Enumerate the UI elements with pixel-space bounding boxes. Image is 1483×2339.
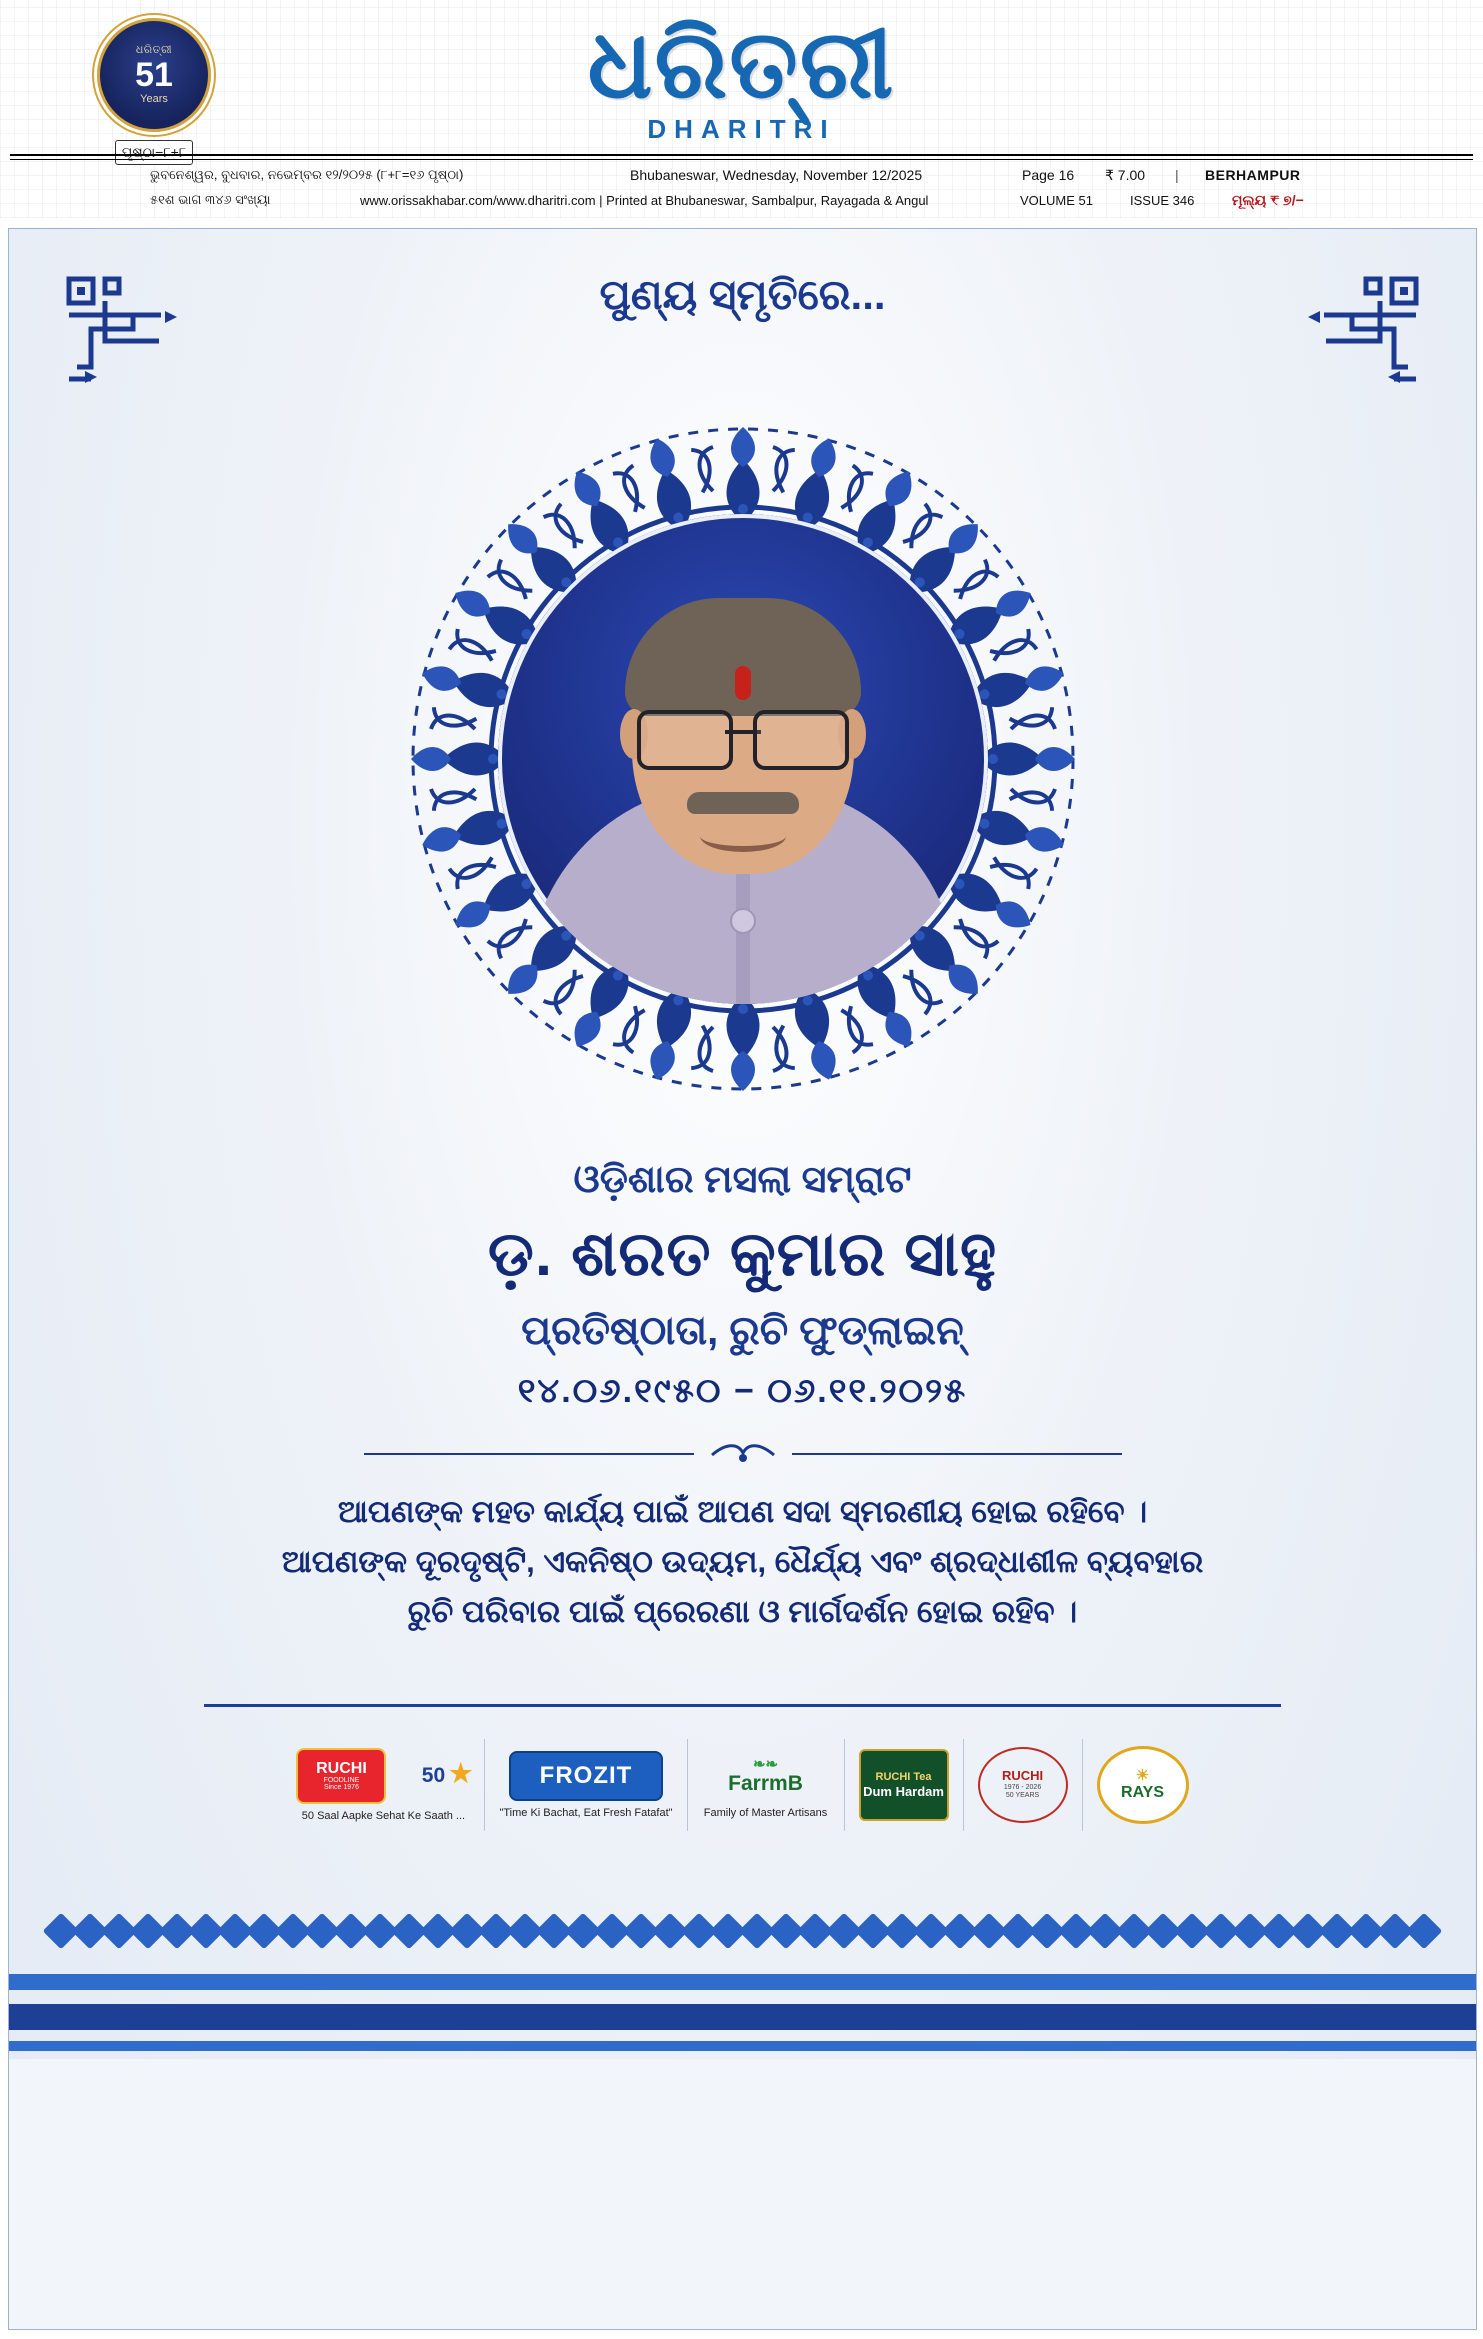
memorial-advertisement <box>8 228 1477 2330</box>
ruchi-tea-name: RUCHI Tea <box>875 1770 932 1783</box>
masthead-edition: BERHAMPUR <box>1205 167 1301 183</box>
masthead-info-line-1 <box>0 164 1483 186</box>
masthead-title-english: DHARITRI <box>647 114 836 145</box>
ruchi-seal-years: 1976 - 2026 <box>1003 1784 1042 1792</box>
decorative-band-top <box>9 1974 1476 1990</box>
rays-logo-name: RAYS <box>1121 1784 1165 1802</box>
deceased-life-dates: ୧୪.୦୬.୧୯୫୦ − ୦୬.୧୧.୨୦୨୫ <box>517 1372 968 1410</box>
masthead-title-odia: ଧରିତ୍ରୀ <box>587 11 896 118</box>
rays-logo-icon <box>1097 1746 1189 1824</box>
portrait-medallion <box>393 409 1093 1109</box>
ruchi-logo-name: RUCHI <box>316 1760 367 1777</box>
ruchi-50-years-icon <box>396 1750 473 1802</box>
masthead-price-odia: ମୂଲ୍ୟ ₹ ୭/− <box>1232 191 1304 208</box>
memorial-tribute-text <box>129 1487 1356 1638</box>
tribute-line: ରୁଚି ପରିବାର ପାଇଁ ପ୍ରେରଣା ଓ ମାର୍ଗଦର୍ଶନ ହୋଇ ରହିବ । <box>407 1594 1078 1630</box>
flourish-icon <box>708 1441 778 1467</box>
deceased-designation: ପ୍ରତିଷ୍ଠାତା, ରୁଚି ଫୁଡ୍‌ଲାଇନ୍ <box>521 1309 964 1353</box>
farrmb-logo-icon <box>702 1751 830 1801</box>
leaf-icon: ❧❧ <box>752 1755 779 1773</box>
newspaper-masthead <box>0 0 1483 218</box>
farrmb-logo-name: FarrmB <box>728 1771 803 1795</box>
deceased-portrait-photo <box>498 514 988 1004</box>
anniversary-top-label: ଧରିତ୍ରୀ <box>135 44 173 56</box>
ruchi-seal-name: RUCHI <box>1001 1768 1044 1784</box>
decorative-band-middle <box>9 2004 1476 2030</box>
brand-cell-farrmb <box>688 1739 845 1831</box>
masthead-divider-rule <box>10 154 1473 160</box>
memorial-epithet: ଓଡ଼ିଶାର ମସଲା ସମ୍ରାଟ <box>573 1159 912 1201</box>
ruchi-tea-sub: Dum Hardam <box>863 1783 944 1799</box>
masthead-volume: VOLUME 51 <box>1020 192 1093 208</box>
decorative-diamond-band <box>9 1901 1476 1961</box>
brand-strip-divider <box>204 1704 1281 1707</box>
sun-icon: ☀ <box>1135 1766 1150 1784</box>
masthead-title-block <box>0 10 1483 145</box>
masthead-price: ₹ 7.00 <box>1105 166 1146 183</box>
masthead-separator: | <box>1175 167 1179 183</box>
tribute-line: ଆପଣଙ୍କ ଦୂରଦୃଷ୍ଟି, ଏକନିଷ୍ଠ ଉଦ୍ୟମ, ଧୈର୍ଯ୍ୟ ଏବଂ ଶ୍ରଦ୍ଧାଶୀଳ ବ୍ୟବହାର <box>281 1544 1204 1580</box>
ruchi-foodline-logo-icon <box>296 1748 386 1804</box>
masthead-website-line[interactable]: www.orissakhabar.com/www.dharitri.com | Printed at Bhubaneswar, Sambalpur, Rayagada & Angul <box>360 192 929 208</box>
masthead-volume-odia: ୫୧ଶ ଭାଗ ୩୪୬ ସଂଖ୍ୟା <box>150 192 271 207</box>
ruchi-tea-logo-icon <box>859 1749 949 1821</box>
frozit-logo-icon: FROZIT <box>509 1751 663 1801</box>
deceased-name: ଡ଼. ଶରତ କୁମାର ସାହୁ <box>487 1220 998 1289</box>
brand-cell-ruchi-seal <box>964 1739 1083 1831</box>
brand-cell-ruchi-tea <box>845 1739 964 1831</box>
ruchi-tagline: 50 Saal Aapke Sehat Ke Saath ... <box>301 1810 466 1822</box>
masthead-date-english: Bhubaneswar, Wednesday, November 12/2025 <box>630 167 923 183</box>
masthead-info-line-2 <box>0 188 1483 212</box>
ruchi-seal-label: 50 YEARS <box>1005 1792 1040 1800</box>
ruchi-50-seal-icon <box>978 1747 1068 1823</box>
ruchi-logo-sub: FOODLINE <box>323 1777 360 1784</box>
farrmb-tagline: Family of Master Artisans <box>703 1807 828 1819</box>
decorative-band-bottom <box>9 2041 1476 2051</box>
brand-cell-rays <box>1083 1739 1203 1831</box>
ruchi-logo-since: Since 1976 <box>323 1784 359 1791</box>
ornamental-divider <box>9 1441 1476 1467</box>
brand-cell-ruchi-foodline <box>282 1739 485 1831</box>
brand-cell-frozit <box>485 1739 687 1831</box>
anniversary-pages-label: ପୃଷ୍ଠା−୮+୮ <box>115 140 193 165</box>
anniversary-years-label: Years <box>140 93 168 105</box>
advertisement-footer-area <box>9 2059 1476 2329</box>
frozit-tagline: "Time Ki Bachat, Eat Fresh Fatafat" <box>499 1807 673 1819</box>
masthead-date-odia: ଭୁବନେଶ୍ୱର, ବୁଧବାର, ନଭେମ୍ବର ୧୨/୨୦୨୫ (୮+୮=୧୬ ପୃଷ୍ଠା) <box>150 167 464 182</box>
anniversary-number: 51 <box>135 56 173 94</box>
memorial-salutation: ପୁଣ୍ୟ ସ୍ମୃତିରେ... <box>599 271 886 318</box>
tribute-line: ଆପଣଙ୍କ ମହତ କାର୍ଯ୍ୟ ପାଇଁ ଆପଣ ସଦା ସ୍ମରଣୀୟ ହୋଇ ରହିବେ । <box>337 1494 1148 1529</box>
anniversary-50-number: 50 <box>421 1764 446 1787</box>
star-icon: ★ <box>449 1758 473 1788</box>
masthead-page-number: Page 16 <box>1022 167 1075 183</box>
brand-logo-strip <box>9 1739 1476 1831</box>
masthead-issue: ISSUE 346 <box>1130 192 1195 208</box>
